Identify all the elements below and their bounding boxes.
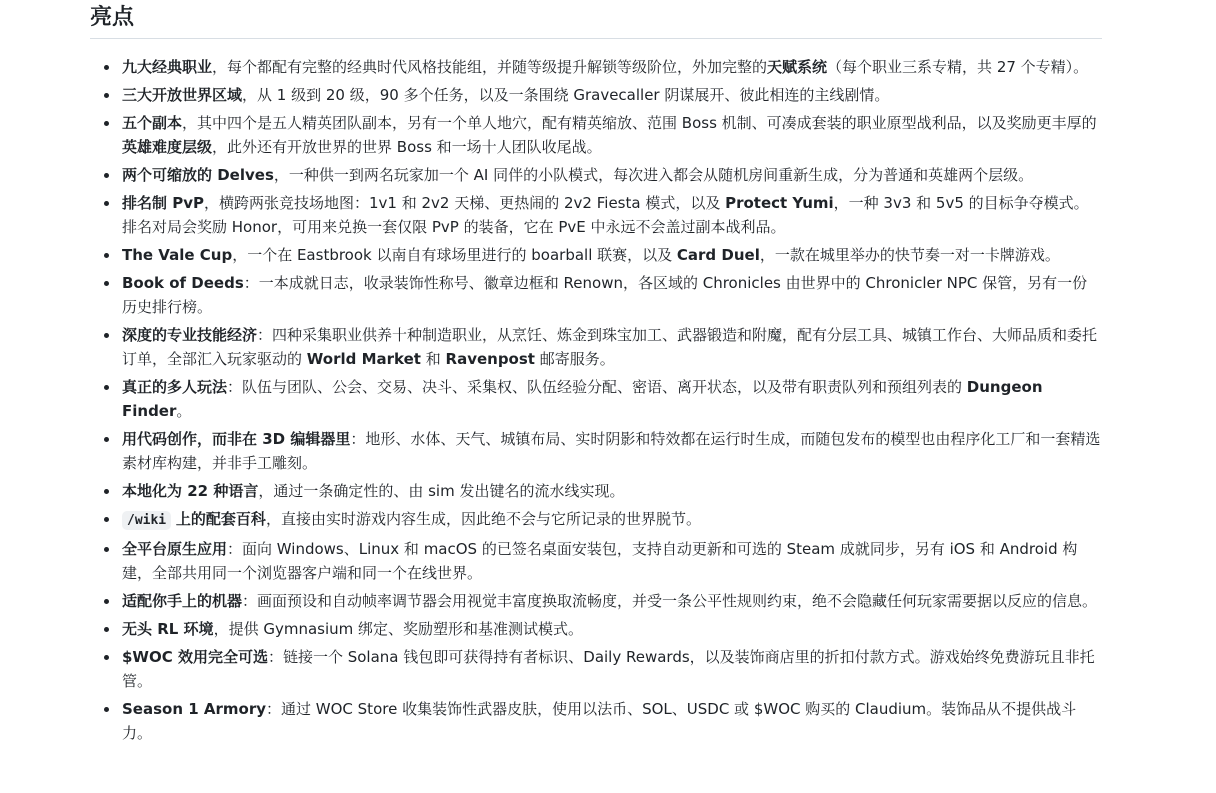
feature-title: 深度的专业技能经济	[122, 326, 258, 344]
feature-title: $WOC 效用完全可选	[122, 648, 268, 666]
feature-title: 全平台原生应用	[122, 540, 228, 558]
list-item	[122, 83, 1102, 107]
feature-title: 本地化为 22 种语言	[122, 482, 259, 500]
feature-text: ，横跨两张竞技场地图：1v1 和 2v2 天梯、更热闹的 2v2 Fiesta 模式，以及	[204, 194, 726, 212]
feature-text: ，通过一条确定性的、由 sim 发出键名的流水线实现。	[258, 482, 625, 500]
list-item	[122, 163, 1102, 187]
feature-title: 五个副本	[122, 114, 183, 132]
feature-emphasis: 英雄难度层级	[122, 138, 213, 156]
wiki-code: /wiki	[122, 511, 171, 530]
feature-title: 三大开放世界区域	[122, 86, 243, 104]
feature-title: Season 1 Armory	[122, 700, 267, 718]
feature-text: ：一本成就日志，收录装饰性称号、徽章边框和 Renown，各区域的 Chronicles 由世界中的 Chronicler NPC 保管，另有一份历史排行榜。	[122, 274, 1088, 316]
feature-text: ，从 1 级到 20 级，90 多个任务，以及一条围绕 Gravecaller 阴谋展开、彼此相连的主线剧情。	[242, 86, 890, 104]
feature-title: The Vale Cup	[122, 246, 233, 264]
feature-text: ，一种供一到两名玩家加一个 AI 同伴的小队模式，每次进入都会从随机房间重新生成，分为普通和英雄两个层级。	[273, 166, 1034, 184]
list-item	[122, 111, 1102, 159]
feature-title: 上的配套百科	[175, 510, 266, 528]
feature-list	[90, 55, 1102, 745]
feature-text: ，一款在城里举办的快节奏一对一卡牌游戏。	[759, 246, 1060, 264]
feature-title: 九大经典职业	[122, 58, 213, 76]
feature-title: 排名制 PvP	[122, 194, 204, 212]
feature-text: ：链接一个 Solana 钱包即可获得持有者标识、Daily Rewards，以及装饰商店里的折扣付款方式。游戏始终免费游玩且非托管。	[122, 648, 1095, 690]
list-item	[122, 617, 1102, 641]
feature-emphasis: Protect Yumi	[725, 194, 834, 212]
list-item	[122, 507, 1102, 533]
feature-title: 无头 RL 环境	[122, 620, 214, 638]
list-item	[122, 375, 1102, 423]
feature-text: ：通过 WOC Store 收集装饰性武器皮肤，使用以法币、SOL、USDC 或 $WOC 购买的 Claudium。装饰品从不提供战斗力。	[122, 700, 1077, 742]
feature-text: 。	[176, 402, 192, 420]
feature-emphasis: Dungeon Finder	[122, 378, 1043, 420]
feature-text: ：地形、水体、天气、城镇布局、实时阴影和特效都在运行时生成，而随包发布的模型也由程序化工厂和一套精选素材库构建，并非手工雕刻。	[122, 430, 1101, 472]
list-item	[122, 271, 1102, 319]
feature-text: ，一个在 Eastbrook 以南自有球场里进行的 boarball 联赛，以及	[232, 246, 677, 264]
list-item	[122, 479, 1102, 503]
feature-text: ，此外还有开放世界的世界 Boss 和一场十人团队收尾战。	[212, 138, 602, 156]
feature-text: ：面向 Windows、Linux 和 macOS 的已签名桌面安装包，支持自动更新和可选的 Steam 成就同步，另有 iOS 和 Android 构建，全部共用同一个浏览器客户端和同一个在线世界。	[122, 540, 1078, 582]
list-item	[122, 645, 1102, 693]
feature-text: ，直接由实时游戏内容生成，因此绝不会与它所记录的世界脱节。	[265, 510, 701, 528]
feature-text: ：画面预设和自动帧率调节器会用视觉丰富度换取流畅度，并受一条公平性规则约束，绝不会隐藏任何玩家需要据以反应的信息。	[242, 592, 1098, 610]
feature-text: ：四种采集职业供养十种制造职业，从烹饪、炼金到珠宝加工、武器锻造和附魔，配有分层工具、城镇工作台、大师品质和委托订单，全部汇入玩家驱动的	[122, 326, 1098, 368]
list-item	[122, 537, 1102, 585]
list-item	[122, 191, 1102, 239]
highlights-section	[90, 0, 1102, 745]
list-item	[122, 55, 1102, 79]
feature-emphasis: Card Duel	[676, 246, 760, 264]
feature-title: 两个可缩放的 Delves	[122, 166, 274, 184]
list-item	[122, 243, 1102, 267]
feature-text: （每个职业三系专精，共 27 个专精）。	[827, 58, 1089, 76]
feature-text: ，一种 3v3 和 5v5 的目标争夺模式。排名对局会奖励 Honor，可用来兑换一套仅限 PvP 的装备，它在 PvE 中永远不会盖过副本战利品。	[122, 194, 1089, 236]
feature-text: 邮寄服务。	[534, 350, 615, 368]
feature-title: 适配你手上的机器	[122, 592, 243, 610]
list-item	[122, 697, 1102, 745]
list-item	[122, 427, 1102, 475]
feature-text: ，每个都配有完整的经典时代风格技能组，并随等级提升解锁等级阶位，外加完整的	[212, 58, 768, 76]
feature-emphasis: Ravenpost	[445, 350, 535, 368]
heading-divider	[90, 38, 1102, 39]
feature-title: 用代码创作，而非在 3D 编辑器里	[122, 430, 351, 448]
feature-text: ：队伍与团队、公会、交易、决斗、采集权、队伍经验分配、密语、离开状态，以及带有职责队列和预组列表的	[227, 378, 967, 396]
list-item	[122, 323, 1102, 371]
feature-title: Book of Deeds	[122, 274, 244, 292]
feature-emphasis: 天赋系统	[767, 58, 828, 76]
feature-text: ，其中四个是五人精英团队副本，另有一个单人地穴，配有精英缩放、范围 Boss 机制、可凑成套装的职业原型战利品，以及奖励更丰厚的	[182, 114, 1097, 132]
section-heading: 亮点	[90, 5, 135, 30]
list-item	[122, 589, 1102, 613]
feature-title: 真正的多人玩法	[122, 378, 228, 396]
feature-emphasis: World Market	[306, 350, 421, 368]
feature-text: 和	[420, 350, 446, 368]
feature-text: ，提供 Gymnasium 绑定、奖励塑形和基准测试模式。	[213, 620, 584, 638]
